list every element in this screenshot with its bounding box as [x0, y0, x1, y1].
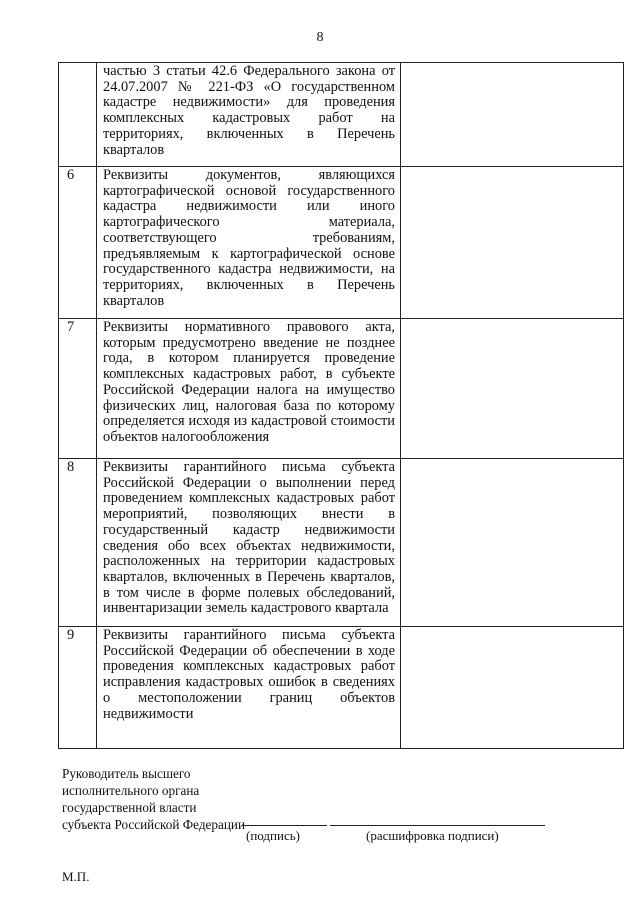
signature-caption: (подпись)	[246, 828, 300, 843]
signature-line-1: Руководитель высшего	[62, 766, 191, 781]
table-row	[59, 627, 624, 749]
signature-line-3: государственной власти	[62, 800, 197, 815]
row-number	[59, 63, 97, 167]
signature-underline	[242, 825, 327, 826]
signature-block	[62, 765, 245, 833]
signature-line-4: субъекта Российской Федерации	[62, 817, 246, 832]
row-value	[401, 167, 624, 319]
row-text: Реквизиты документов, являющихся картографической основой государственного кадастра недвижимости или иного картографического материала, соответствующего требованиям, предъявляемым к картографической основе государственного кадастра недвижимости, на территориях, включенных в Перечень кварталов	[97, 167, 401, 319]
row-value	[401, 627, 624, 749]
table-row	[59, 319, 624, 459]
row-text: Реквизиты гарантийного письма субъекта Российской Федерации об обеспечении в ходе проведения комплексных кадастровых работ исправления кадастровых ошибок в сведениях о местоположении границ объектов недвижимости	[97, 627, 401, 749]
page-number: 8	[316, 30, 324, 45]
row-number: 7	[59, 319, 97, 459]
table-row	[59, 63, 624, 167]
row-text: частью 3 статьи 42.6 Федерального закона от 24.07.2007 № 221-ФЗ «О государственном кадастре недвижимости» для проведения комплексных кадастровых работ на территориях, включенных в Перечень кварталов	[97, 63, 401, 167]
row-text: Реквизиты гарантийного письма субъекта Российской Федерации о выполнении перед проведением комплексных кадастровых работ мероприятий, позволяющих внести в государственный кадастр недвижимости сведения обо всех объектах недвижимости, расположенных на территории кадастровых кварталов, включенных в Перечень кварталов, в том числе в форме полевых обследований, инвентаризации земель кадастрового квартала	[97, 459, 401, 627]
table-row	[59, 167, 624, 319]
table-row	[59, 459, 624, 627]
row-value	[401, 63, 624, 167]
row-text: Реквизиты нормативного правового акта, которым предусмотрено введение не позднее года, в котором планируется проведение комплексных кадастровых работ, в субъекте Российской Федерации налога на имущество физических лиц, налоговая база по которому определяется исходя из кадастровой стоимости объектов налогообложения	[97, 319, 401, 459]
row-number: 9	[59, 627, 97, 749]
row-value	[401, 319, 624, 459]
decoding-underline	[330, 825, 545, 826]
requisites-table	[58, 62, 624, 749]
decoding-caption: (расшифровка подписи)	[366, 828, 499, 843]
signature-line-2: исполнительного органа	[62, 783, 200, 798]
stamp-place-label: М.П.	[62, 869, 90, 884]
row-value	[401, 459, 624, 627]
row-number: 8	[59, 459, 97, 627]
row-number: 6	[59, 167, 97, 319]
